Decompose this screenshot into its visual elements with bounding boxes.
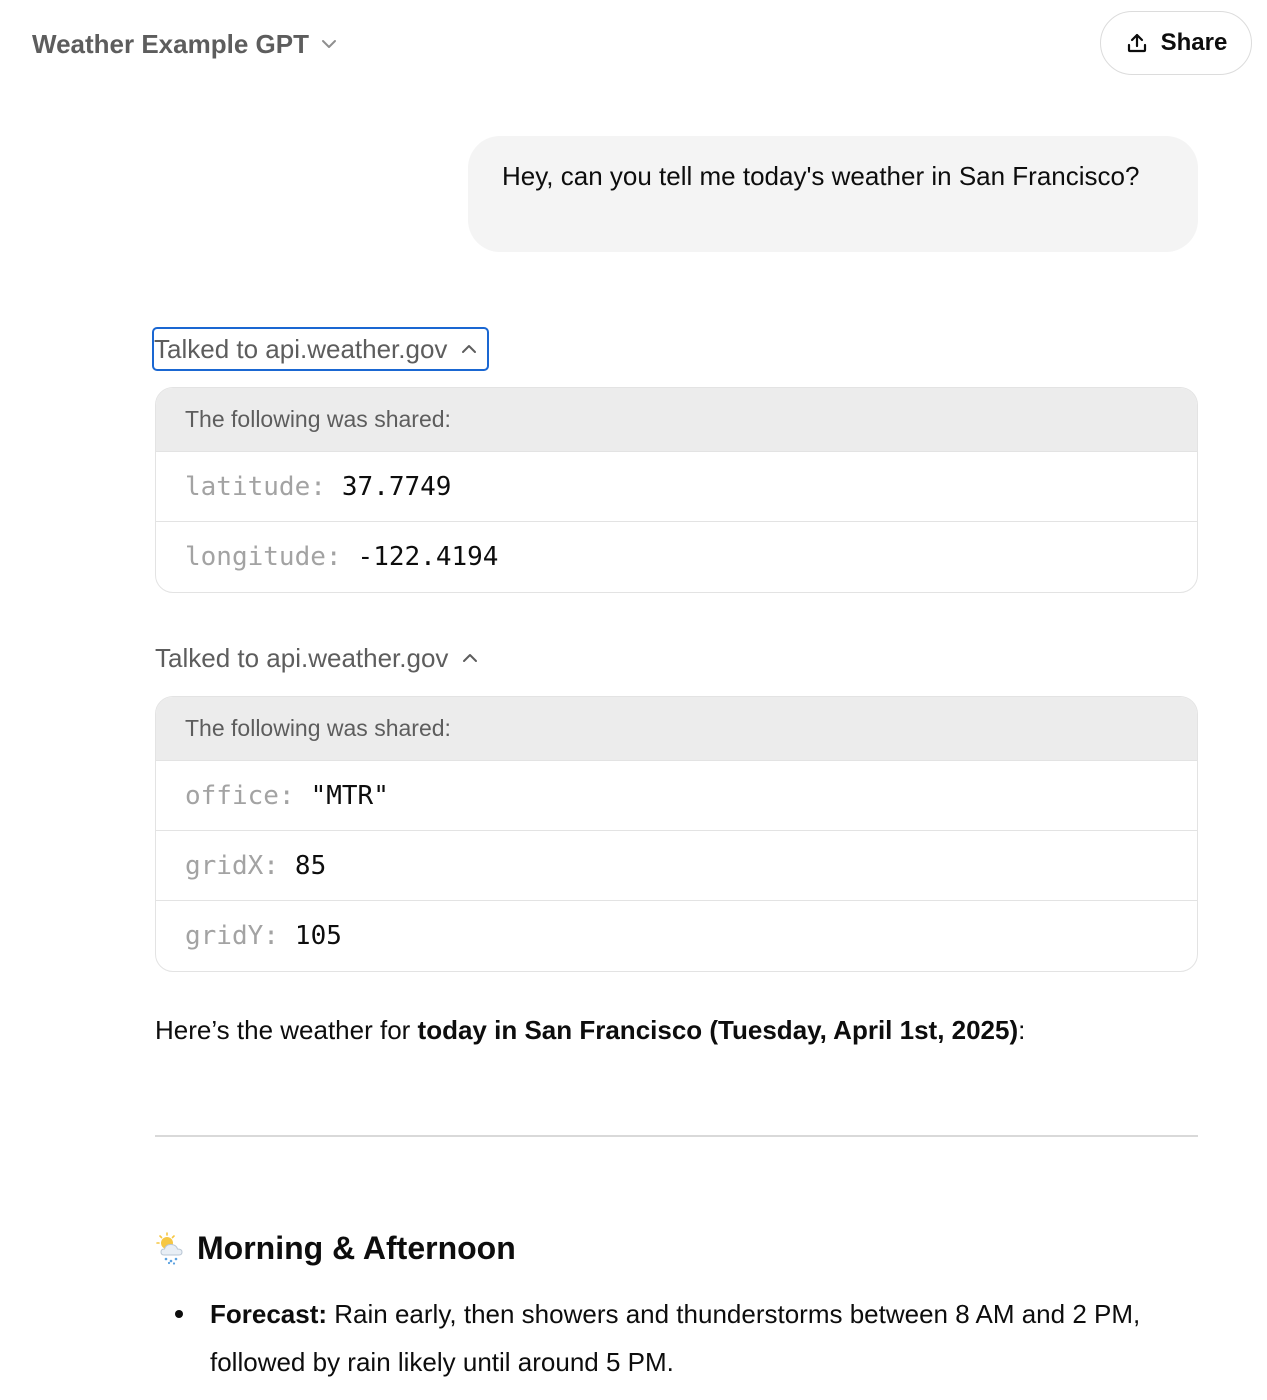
intro-bold: today in San Francisco (Tuesday, April 1st, 2025) [417, 1015, 1019, 1045]
gpt-selector[interactable] [32, 26, 339, 62]
section-heading [155, 1224, 516, 1272]
shared-params-header: The following was shared: [156, 697, 1197, 761]
cloud-sun-rain-icon [155, 1231, 189, 1265]
chevron-down-icon [319, 34, 339, 54]
shared-params-header: The following was shared: [156, 388, 1197, 452]
shared-param-row [156, 452, 1197, 522]
param-value: 37.7749 [341, 471, 452, 502]
section-title: Morning & Afternoon [197, 1229, 516, 1266]
forecast-list [175, 1290, 1175, 1386]
top-bar [0, 0, 1267, 90]
tool-call-label: Talked to api.weather.gov [155, 642, 449, 673]
param-value: 105 [294, 921, 342, 951]
chevron-up-icon [459, 339, 479, 359]
bullet-dot [175, 1310, 183, 1318]
param-key: office: [185, 780, 295, 811]
shared-param-row [156, 522, 1197, 592]
gpt-name: Weather Example GPT [32, 28, 309, 59]
param-key: longitude: [185, 542, 342, 572]
tool-call-toggle[interactable] [154, 329, 487, 369]
shared-params-panel [155, 696, 1198, 972]
share-icon [1125, 31, 1149, 55]
bullet-label: Forecast: [210, 1299, 328, 1329]
share-label: Share [1160, 29, 1228, 56]
bullet-text: Rain early, then showers and thunderstorms between 8 AM and 2 PM, followed by rain likely until around 5 PM. [210, 1299, 1141, 1377]
chevron-up-icon [460, 648, 480, 668]
param-value: -122.4194 [357, 542, 499, 572]
tool-call-label: Talked to api.weather.gov [154, 333, 448, 364]
param-key: gridX: [185, 850, 279, 881]
horizontal-divider [155, 1135, 1198, 1137]
shared-param-row [156, 761, 1197, 831]
shared-param-row [156, 831, 1197, 901]
assistant-intro-text [155, 1008, 1198, 1052]
list-item [175, 1290, 1175, 1386]
shared-param-row [156, 901, 1197, 971]
intro-suffix: : [1018, 1015, 1026, 1045]
param-value: "MTR" [310, 780, 389, 811]
param-value: 85 [294, 850, 327, 881]
tool-call-toggle[interactable] [155, 638, 480, 678]
user-message-bubble [468, 136, 1198, 252]
param-key: gridY: [185, 921, 279, 951]
param-key: latitude: [185, 471, 326, 502]
user-message-text: Hey, can you tell me today's weather in San Francisco? [502, 161, 1140, 191]
intro-prefix: Here’s the weather for [155, 1015, 418, 1045]
share-button[interactable] [1100, 11, 1252, 75]
shared-params-panel [155, 387, 1198, 593]
